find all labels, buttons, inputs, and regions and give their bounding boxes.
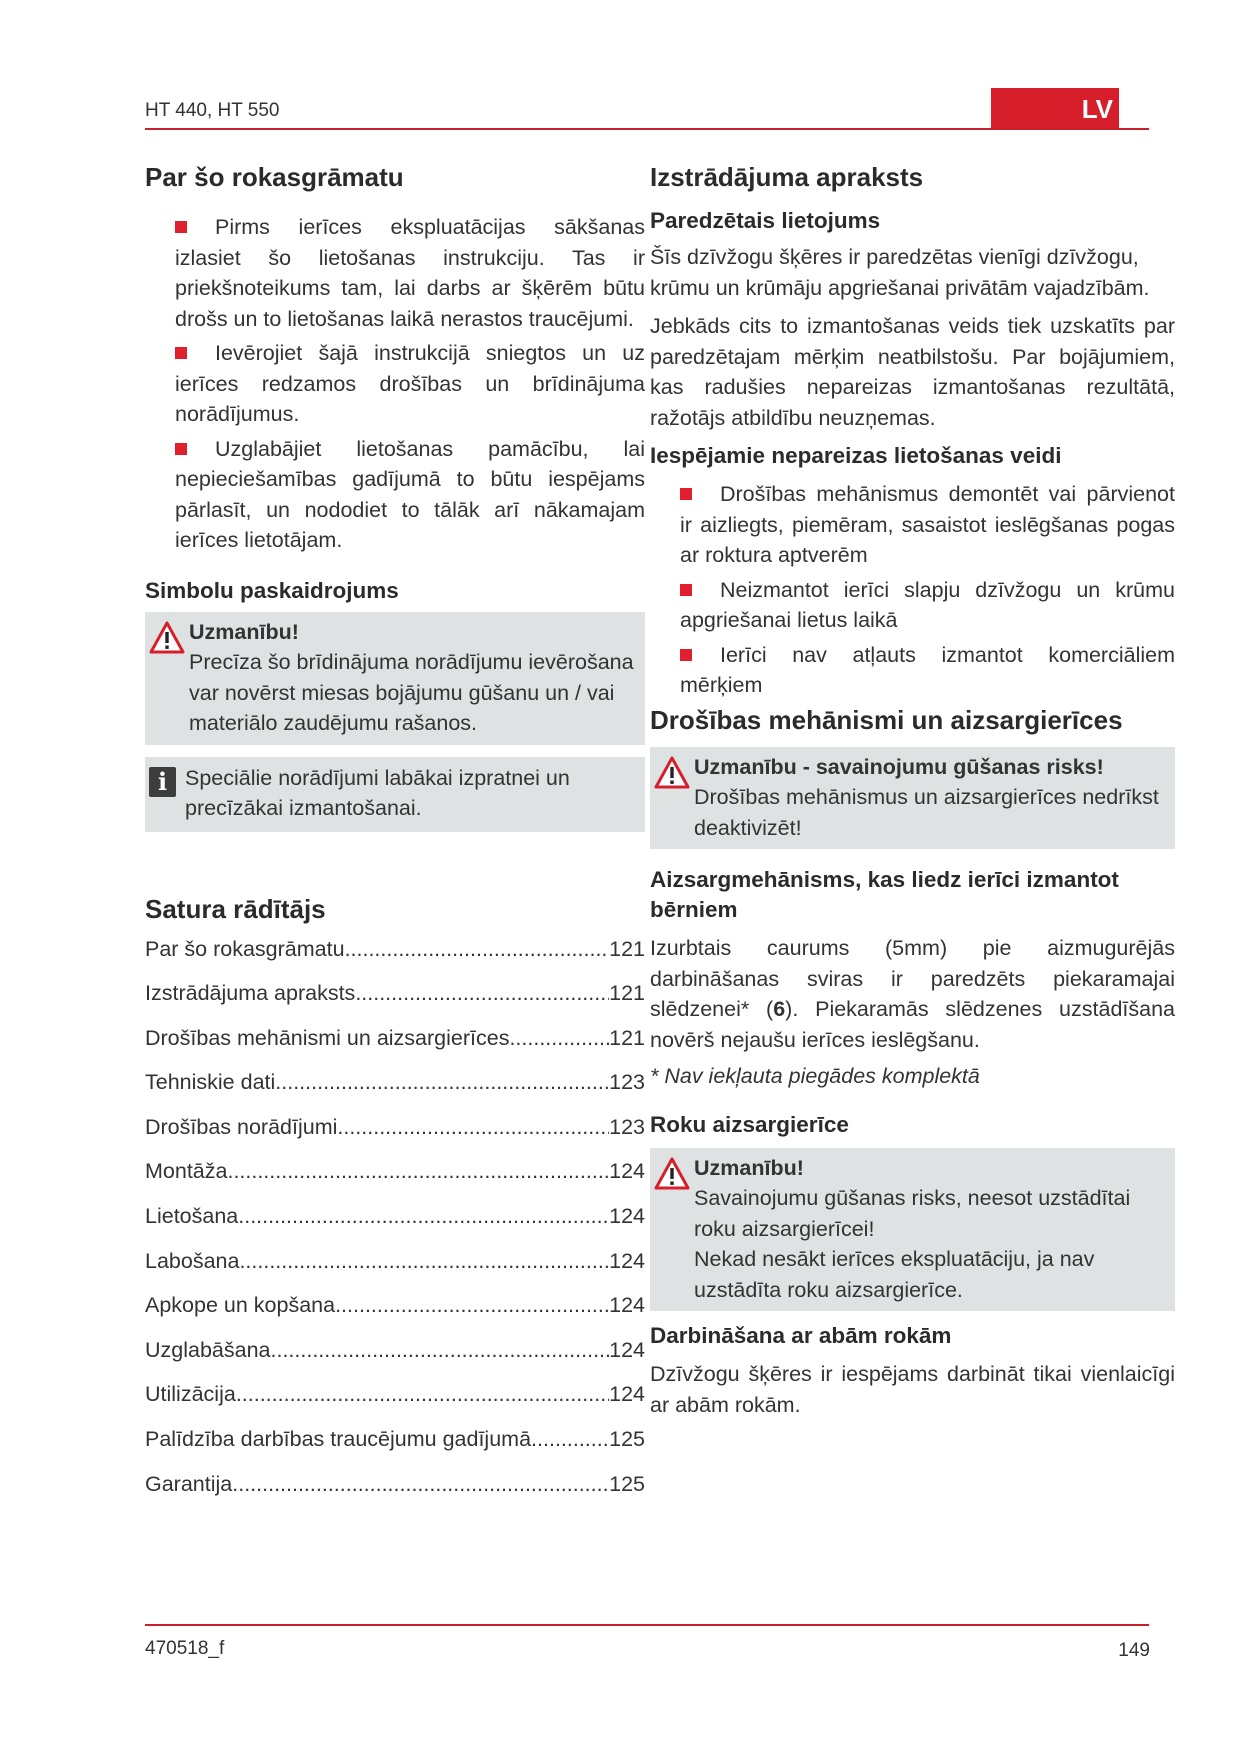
warning-text: Drošības mehānismus un aizsargierīces nedrīkst deaktivizēt! [694,785,1159,840]
subsection-title-intended: Paredzētais lietojums [650,208,881,233]
intended-paragraph-2: Jebkāds cits to izmantošanas veids tiek uzskatīts par paredzētajam mērķim neatbilstošu. Par bojājumiem, kas radušies nepareizas izmantošanas rezultātā, ražotājs atbildību neuzņemas. [650,314,1175,430]
bullet-square-icon [175,443,187,455]
toc-row[interactable]: Garantija ..... 125 [145,1469,645,1514]
warning-box [145,612,645,745]
subsection-title-two-hand: Darbināšana ar abām rokām [650,1323,952,1348]
list-item: Ievērojiet šajā instrukcijā sniegtos un uz ierīces redzamos drošības un brīdinājuma norādījumus. [175,341,645,426]
list-item: Uzglabājiet lietošanas pamācību, lai nepieciešamības gadījumā to būtu iespējams pārlasīt, un nododiet to tālāk arī nākamajam ierīces lietotājam. [175,436,645,552]
page-number: 149 [1118,1640,1150,1661]
intended-paragraph-1: Šīs dzīvžogu šķēres ir paredzētas vienīgi dzīvžogu, krūmu un krūmāju apgriešanai privātām vajadzībām. [650,245,1150,300]
warning-title: Uzmanību - savainojumu gūšanas risks! [694,754,1104,779]
info-box [145,757,645,832]
left-column [145,160,645,1513]
info-text: Speciālie norādījumi labākai izpratnei un precīzākai izmantošanai. [185,765,570,820]
section-title-toc: Satura rādītājs [145,893,326,924]
bullet-square-icon [680,584,692,596]
table-of-contents [145,934,645,1514]
subsection-title-misuse: Iespējamie nepareizas lietošanas veidi [650,443,1062,468]
bullet-square-icon [680,488,692,500]
two-hand-paragraph: Dzīvžogu šķēres ir iespējams darbināt tikai vienlaicīgi ar abām rokām. [650,1362,1175,1417]
toc-row[interactable]: Drošības mehānismi un aizsargierīces ..... 121 [145,1023,645,1068]
section-title-safety: Drošības mehānismi un aizsargierīces [650,704,1123,735]
footer-rule [145,1624,1149,1626]
toc-row[interactable]: Montāža ..... 124 [145,1156,645,1201]
info-icon: i [149,767,176,797]
toc-row[interactable]: Par šo rokasgrāmatu ..... 121 [145,934,645,979]
section-title-product: Izstrādājuma apraksts [650,162,924,192]
header-model: HT 440, HT 550 [145,100,280,121]
bullet-square-icon [175,347,187,359]
document-number: 470518_f [145,1638,225,1659]
toc-row[interactable]: Drošības norādījumi ..... 123 [145,1112,645,1157]
toc-row[interactable]: Lietošana ..... 124 [145,1201,645,1246]
bullet-square-icon [175,221,187,233]
warning-text: Precīza šo brīdinājuma norādījumu ievērošana var novērst miesas bojājumu gūšanu un / vai materiālo zaudējumu rašanos. [189,650,634,735]
toc-row[interactable]: Izstrādājuma apraksts ..... 121 [145,978,645,1023]
list-item: Neizmantot ierīci slapju dzīvžogu un krūmu apgriešanai lietus laikā [680,577,1175,632]
warning-box [650,1148,1175,1312]
list-item: Drošības mehānismus demontēt vai pārvienot ir aizliegts, piemēram, sasaistot ieslēgšanas pogas ar roktura aptverēm [680,482,1175,567]
warning-text: Nekad nesākt ierīces ekspluatāciju, ja nav uzstādīta roku aizsargierīce. [694,1247,1095,1302]
subsection-title-child-lock: Aizsargmehānisms, kas liedz ierīci izmantot bērniem [650,867,1119,922]
warning-icon [149,620,185,656]
language-badge: LV [991,88,1119,130]
warning-text: Savainojumu gūšanas risks, neesot uzstādītai roku aizsargierīcei! [694,1186,1131,1241]
bullet-square-icon [680,649,692,661]
footnote: * Nav iekļauta piegādes komplektā [650,1064,980,1088]
toc-row[interactable]: Tehniskie dati ..... 123 [145,1067,645,1112]
right-column [650,160,1175,1420]
warning-icon [654,755,690,791]
warning-box [650,747,1175,850]
toc-row[interactable]: Utilizācija ..... 124 [145,1379,645,1424]
child-lock-paragraph: Izurbtais caurums (5mm) pie aizmugurējās darbināšanas sviras ir paredzēts piekaramajai slēdzenei* (6). Piekaramās slēdzenes uzstādīšana novērš nejaušu ierīces ieslēgšanu. [650,936,1175,1052]
warning-title: Uzmanību! [189,619,299,644]
toc-row[interactable]: Uzglabāšana ..... 124 [145,1335,645,1380]
list-item: Pirms ierīces ekspluatācijas sākšanas izlasiet šo lietošanas instrukciju. Tas ir priekšnoteikums tam, lai darbs ar šķērēm būtu drošs un to lietošanas laikā nerastos traucējumi. [175,215,645,331]
section-title-about: Par šo rokasgrāmatu [145,162,404,192]
warning-icon [654,1156,690,1192]
list-item: Ierīci nav atļauts izmantot komerciāliem mērķiem [680,642,1175,697]
toc-row[interactable]: Palīdzība darbības traucējumu gadījumā ..... 125 [145,1424,645,1469]
header-rule [145,128,1149,130]
warning-title: Uzmanību! [694,1155,804,1180]
toc-row[interactable]: Labošana ..... 124 [145,1246,645,1291]
section-title-symbols: Simbolu paskaidrojums [145,577,399,603]
subsection-title-hand-guard: Roku aizsargierīce [650,1111,849,1137]
toc-row[interactable]: Apkope un kopšana ..... 124 [145,1290,645,1335]
